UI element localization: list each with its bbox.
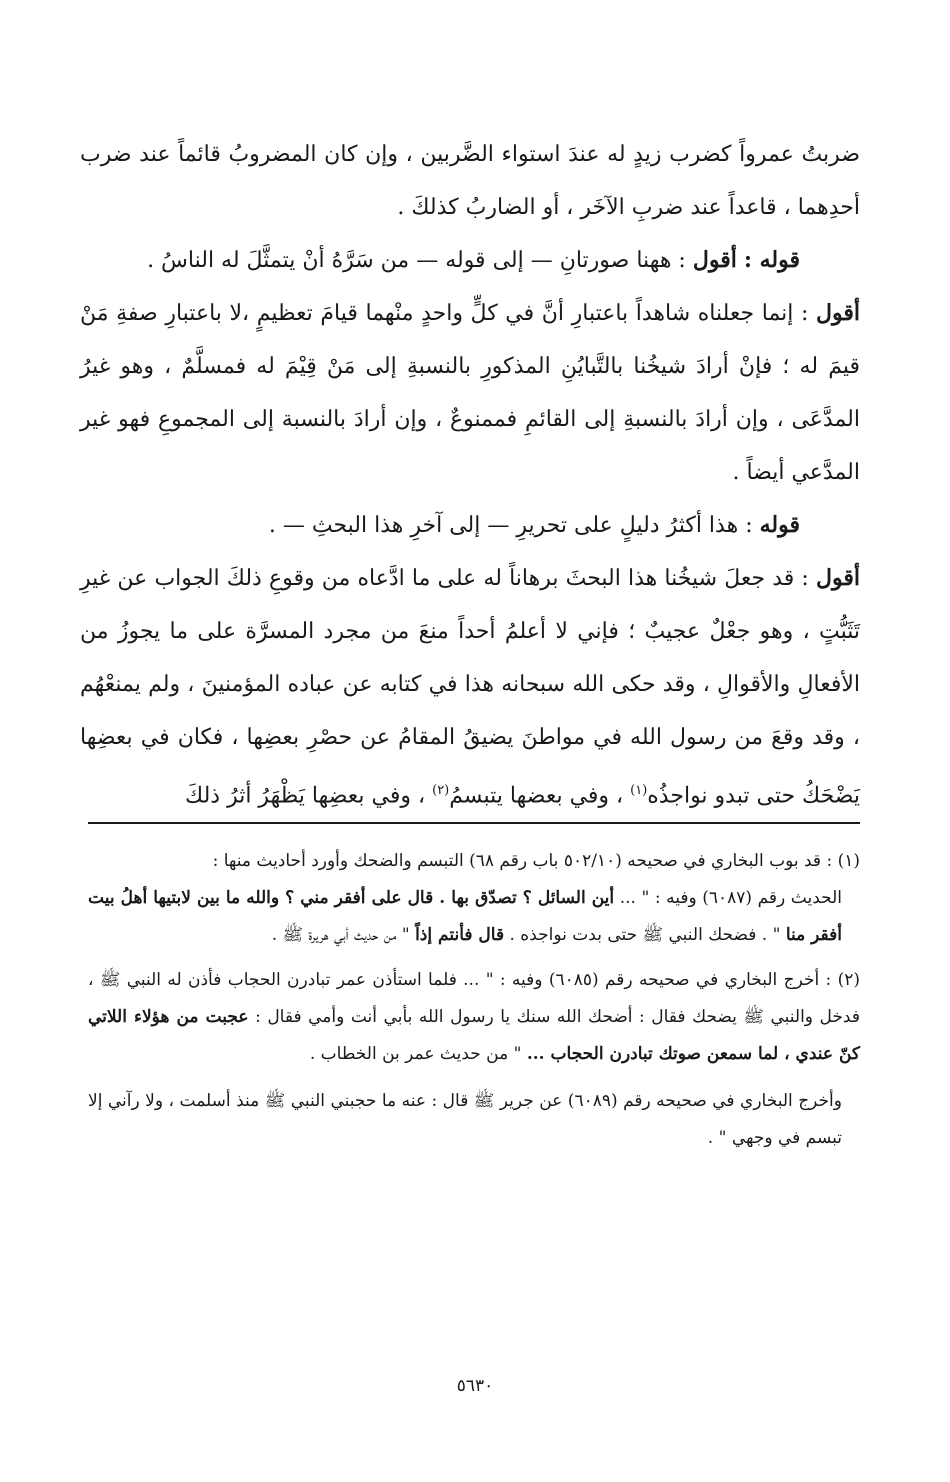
paragraph-1-text: ضربتُ عمرواً كضرب زيدٍ له عندَ استواء الضَّربين ، وإن كان المضروبُ قائماً عند ضرب أحدِهما ، قاعداً عند ضربِ الآخَر ، أو الضاربُ كذلكَ . <box>80 142 860 220</box>
footnotes-section <box>88 843 860 1165</box>
aqulu-label: أقول <box>816 300 861 326</box>
footnote-1-body-a: الحديث رقم (٦٠٨٧) وفيه : " ... <box>614 888 842 908</box>
paragraph-5-text-b: ، وفي بعضها يتبسمُ <box>449 783 624 809</box>
main-text-body <box>80 128 860 822</box>
footnote-ref-1[interactable]: (١) <box>630 783 648 798</box>
footnote-1-text: قد بوب البخاري في صحيحه (٥٠٢/١٠ باب رقم ٦٨) التبسم والضحك وأورد أحاديث منها : <box>212 851 822 871</box>
footnote-2-number: (٢) : <box>825 970 861 990</box>
aqulu-label: أقول <box>692 247 737 273</box>
paragraph-5-text-a: : قد جعلَ شيخُنا هذا البحثَ برهاناً له على ما ادَّعاه من وقوعِ ذلكَ الجواب عن غيرِ تَثَبُّتٍ ، وهو جعْلٌ عجيبٌ ؛ فإني لا أعلمُ أحداً منعَ من مجرد المسرَّة على ما يجوزُ من الأفعالِ والأقوالِ ، وقد حكى الله سبحانه هذا في كتابه عن عباده المؤمنينَ ، ولم يمنعْهُم ، وقد وقعَ من رسول الله في مواطنَ يضيقُ المقامُ عن حصْرِ بعضِها ، فكان في بعضِها يَضْحَكُ حتى تبدو نواجذُه <box>80 566 860 809</box>
footnote-1 <box>88 843 860 954</box>
paragraph-5 <box>80 552 860 822</box>
footnote-1-header <box>88 843 860 880</box>
paragraph-2-text: : ههنا صورتانِ — إلى قوله — من سَرَّهُ أنْ يتمثَّلَ له الناسُ . <box>147 248 686 273</box>
footnote-1-body-c: " من حديث أبي هريرة ﷺ . <box>271 925 416 945</box>
footnote-1-quote-bold-2: قال فأنتم إذاً <box>415 925 505 945</box>
paragraph-2 <box>80 234 860 287</box>
paragraph-1 <box>80 128 860 234</box>
paragraph-5-text-c: ، وفي بعضِها يَظْهَرُ أثرُ ذلكَ <box>185 783 426 809</box>
footnote-2-quote-bold: عجبت من هؤلاء اللاتي كنّ عندي ، لما سمعن صوتك تبادرن الحجاب ... <box>88 1007 860 1064</box>
footnote-2-text-b: " من حديث عمر بن الخطاب . <box>309 1044 527 1064</box>
footnote-1-number: (١) : <box>826 851 860 871</box>
qawluhu-label: قوله <box>759 512 800 538</box>
page-number: ٥٦٣٠ <box>456 1376 494 1396</box>
qawluhu-label: قوله : <box>743 247 800 273</box>
aqulu-label: أقول <box>816 565 860 591</box>
paragraph-3-text: : إنما جعلناه شاهداً باعتبارِ أنَّ في كلٍّ واحدٍ منْهما قيامَ تعظيمٍ ،لا باعتبارِ صفةِ مَنْ قيمَ له ؛ فإنْ أرادَ شيخُنا بالتَّبايُنِ المذكورِ بالنسبةِ إلى مَنْ قِيْمَ له فمسلَّمٌ ، وهو غيرُ المدَّعَى ، وإن أرادَ بالنسبةِ إلى القائمِ فممنوعٌ ، وإن أرادَ بالنسبة إلى المجموعِ فهو غير المدَّعي أيضاً . <box>80 301 860 485</box>
footnote-1-quote-bold: أين السائل ؟ تصدّق بها . قال على أفقر مني ؟ والله ما بين لابتيها أهلُ بيت أفقر منا <box>88 888 842 945</box>
footnote-2 <box>88 962 860 1157</box>
footnote-ref-2[interactable]: (٢) <box>432 783 450 798</box>
paragraph-4-text: : هذا أكثرُ دليلٍ على تحريرِ — إلى آخرِ هذا البحثِ — . <box>268 513 753 538</box>
footnote-2-extra-text: وأخرج البخاري في صحيحه رقم (٦٠٨٩) عن جرير ﷺ قال : عنه ما حجبني النبي ﷺ منذ أسلمت ، ولا رآني إلا تبسم في وجهي " . <box>88 1091 842 1148</box>
footnote-divider <box>88 822 860 824</box>
paragraph-3 <box>80 287 860 499</box>
footnote-2-extra <box>88 1083 860 1157</box>
footnote-1-body <box>88 880 860 954</box>
footnote-2-text-a: أخرج البخاري في صحيحه رقم (٦٠٨٥) وفيه : " ... فلما استأذن عمر تبادرن الحجاب فأذن له النبي ﷺ ، فدخل والنبي ﷺ يضحك فقال : أضحك الله سنك يا رسول الله بأبي أنت وأمي فقال : <box>88 970 860 1027</box>
paragraph-4 <box>80 499 860 552</box>
footnote-1-body-b: " . فضحك النبي ﷺ حتى بدت نواجذه . <box>504 925 786 945</box>
